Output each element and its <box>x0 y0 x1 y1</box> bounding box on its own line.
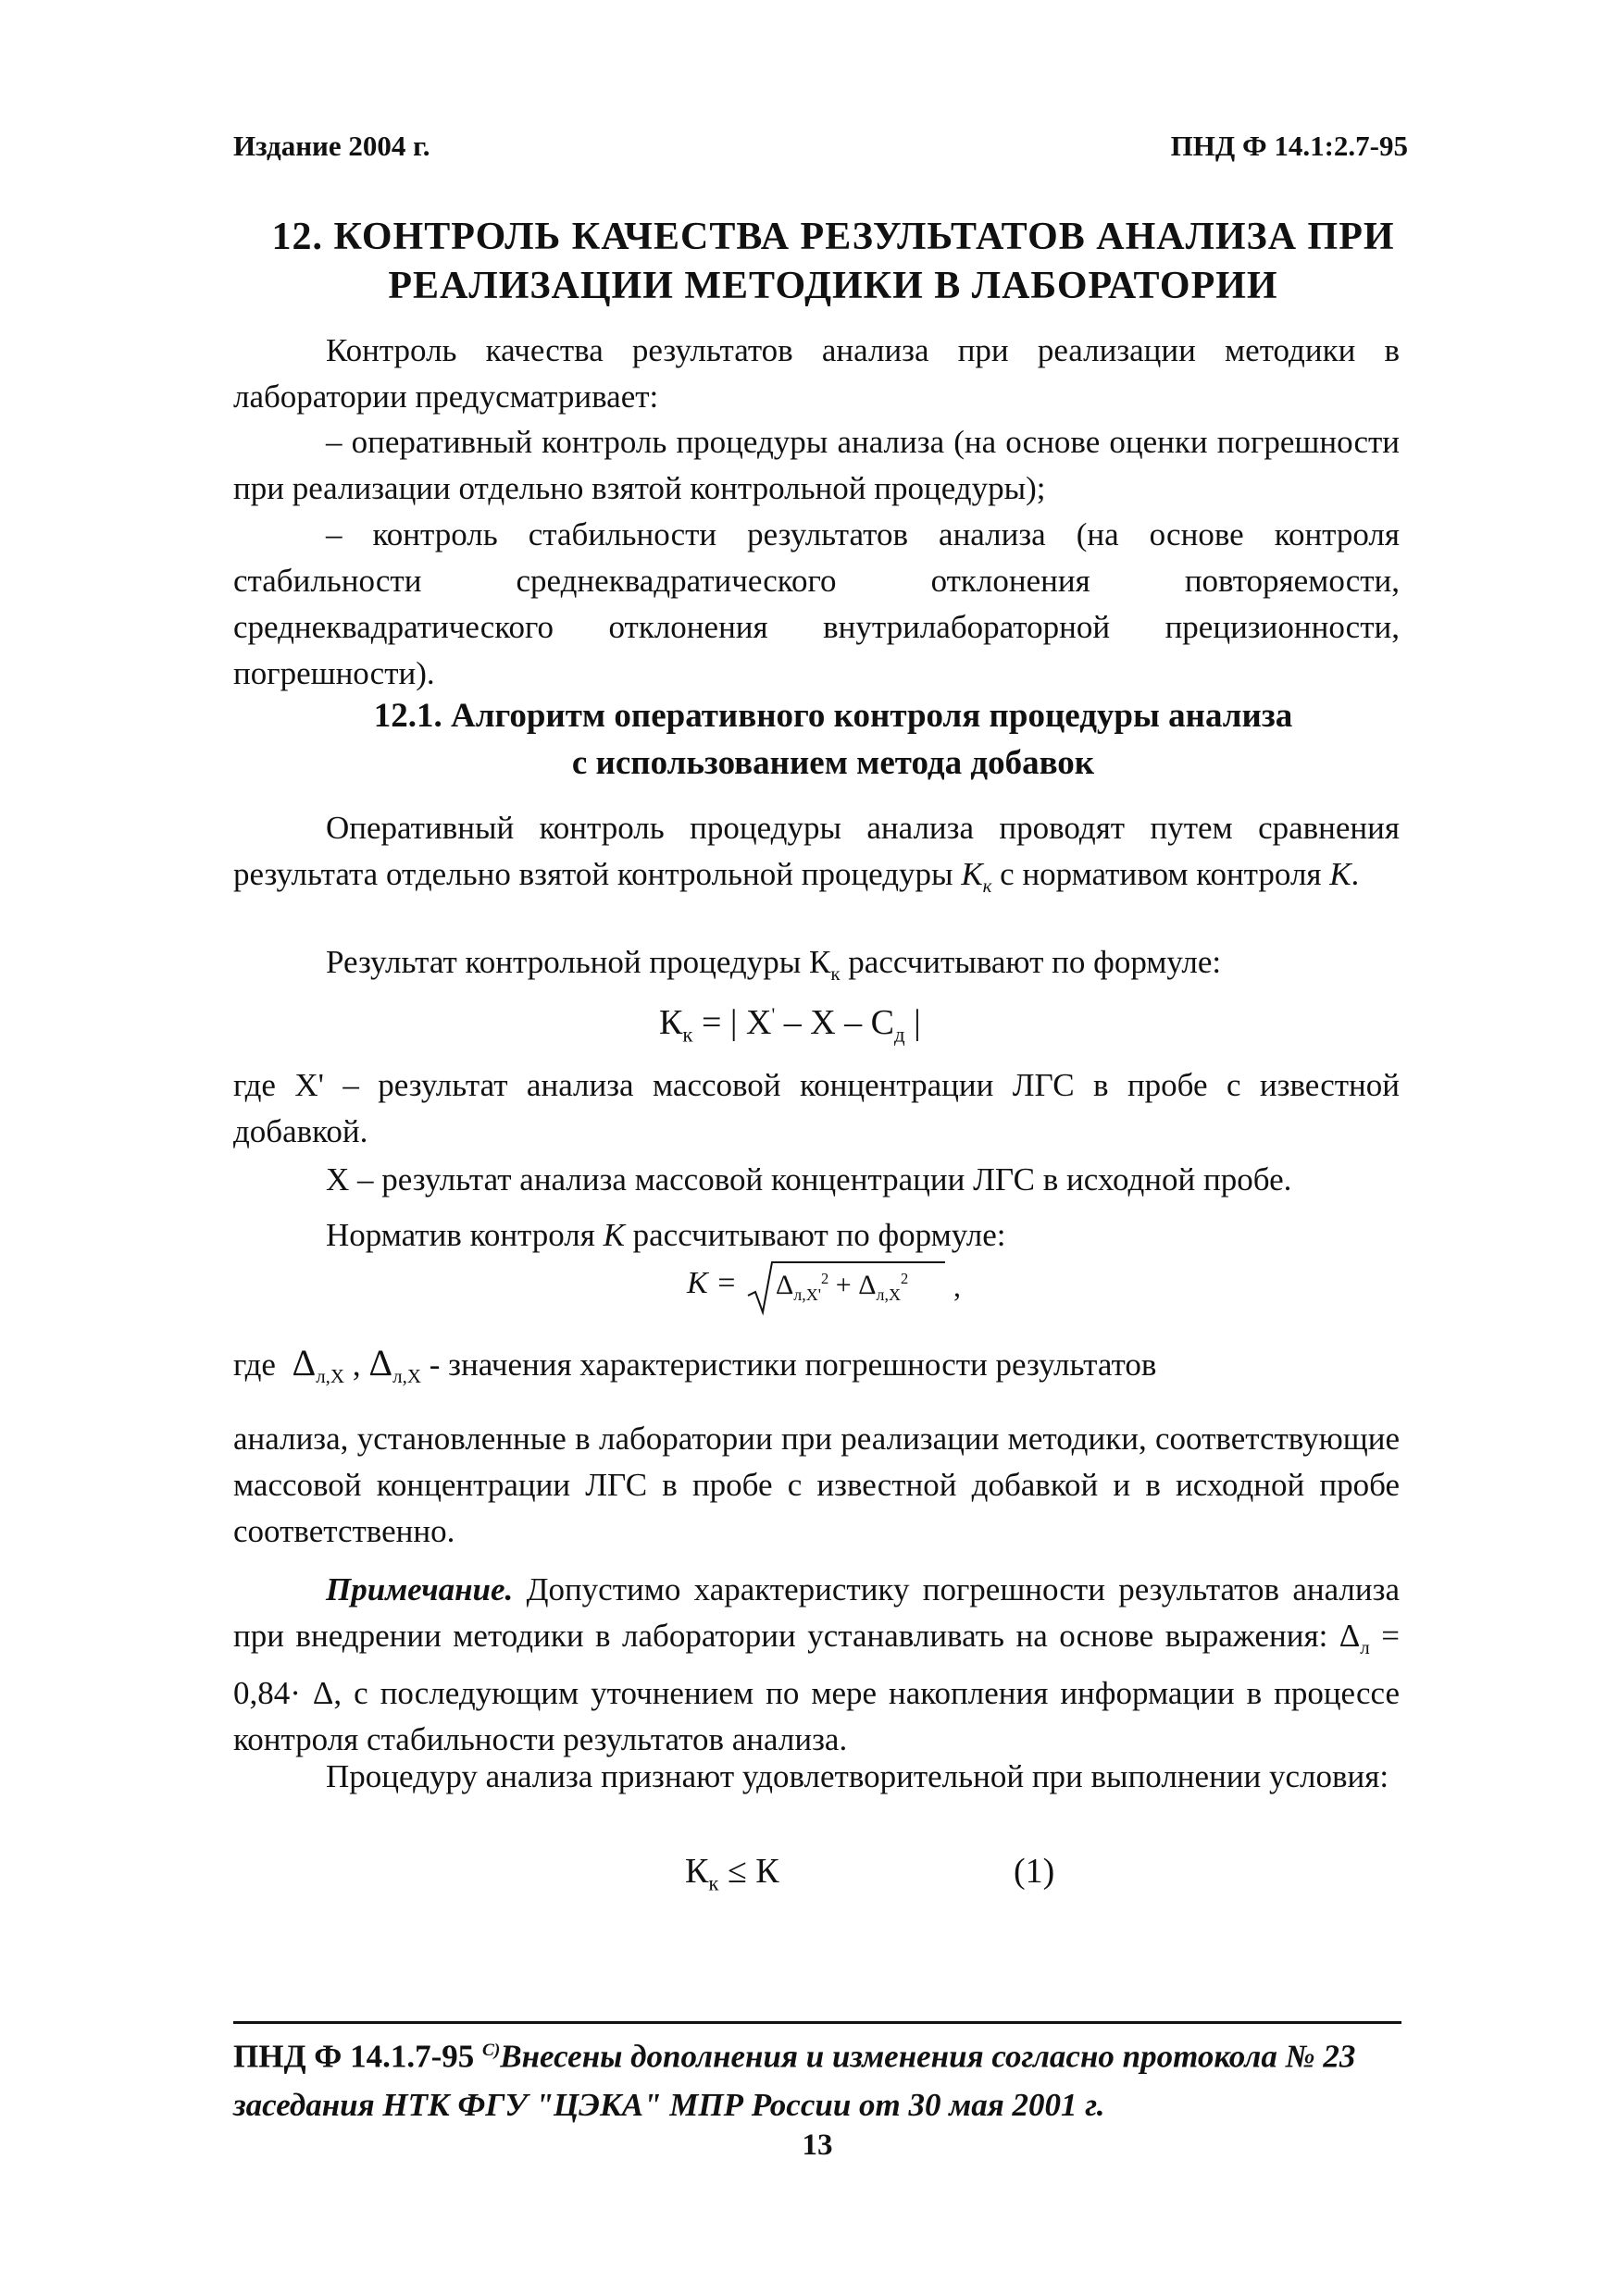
acceptance-condition-formula: $К_к \le К$ <box>685 1852 779 1895</box>
where-x: X – результат анализа массовой концентрации ЛГС в исходной пробе. <box>326 1161 1292 1198</box>
control-result-formula: $К_к$ = | X' – X – $С_д$ | <box>659 1003 921 1047</box>
document-code: ПНД Ф 14.1:2.7-95 <box>1170 130 1408 162</box>
operative-control-paragraph: Оперативный контроль процедуры анализа проводят путем сравнения результата отдельно взятой контрольной процедуры $К_к$ с нормативом контроля К. <box>233 810 1400 897</box>
note-paragraph: Примечание. Допустимо характеристику погрешности результатов анализа при внедрении методики в лаборатории устанавливать на основе выражения: $\Delta_л = 0,84\cdot \Delta$, с последующим уточнением по мере накопления информации в процессе контроля стабильности результатов анализа. <box>233 1571 1400 1757</box>
formula-number: (1) <box>1014 1852 1055 1891</box>
where-deltas: где $\Delta_{л,X}$ , $\Delta_{л,X}$ - значения характеристики погрешности результатов <box>233 1342 1157 1387</box>
norm-formula-intro: Норматив контроля К рассчитывают по формуле: <box>326 1217 1006 1253</box>
footnote-divider <box>233 2021 1401 2024</box>
where-x-prime: где X' – результат анализа массовой концентрации ЛГС в пробе с известной добавкой. <box>233 1067 1400 1149</box>
edition-label: Издание 2004 г. <box>233 130 430 162</box>
condition-paragraph: Процедуру анализа признают удовлетворительной при выполнении условия: <box>326 1758 1389 1794</box>
page-number: 13 <box>802 2128 833 2162</box>
list-item-operative: – оперативный контроль процедуры анализа (на основе оценки погрешности при реализации отдельно взятой контрольной процедуры); <box>233 424 1400 506</box>
list-item-stability: – контроль стабильности результатов анализа (на основе контроля стабильности среднеквадратического отклонения повторяемости, среднеквадратического отклонения внутрилабораторной прецизионности, погрешности). <box>233 516 1400 691</box>
footnote: ПНД Ф 14.1.7-95 $^{С)}$Внесены дополнения и изменения согласно протокола № 23 заседания НТК ФГУ "ЦЭКА" МПР России от 30 мая 2001 г. <box>233 2038 1356 2123</box>
subsection-title-line1: 12.1. Алгоритм оперативного контроля процедуры анализа <box>373 697 1293 735</box>
section-title-line2: РЕАЛИЗАЦИИ МЕТОДИКИ В ЛАБОРАТОРИИ <box>388 265 1278 307</box>
subsection-title-line2: с использованием метода добавок <box>571 744 1095 782</box>
section-title-line1: 12. КОНТРОЛЬ КАЧЕСТВА РЕЗУЛЬТАТОВ АНАЛИЗА ПРИ <box>271 216 1395 258</box>
norm-formula: К = $\Delta_{л,X'}^2 + \Delta_{л,X}^2$ , <box>687 1259 992 1323</box>
section-intro: Контроль качества результатов анализа при реализации методики в лаборатории предусматривает: <box>233 332 1400 415</box>
where-deltas-continuation: анализа, установленные в лаборатории при реализации методики, соответствующие массовой концентрации ЛГС в пробе с известной добавкой и в исходной пробе соответственно. <box>233 1421 1400 1549</box>
result-formula-intro: Результат контрольной процедуры $К_к$ рассчитывают по формуле: <box>326 944 1222 985</box>
